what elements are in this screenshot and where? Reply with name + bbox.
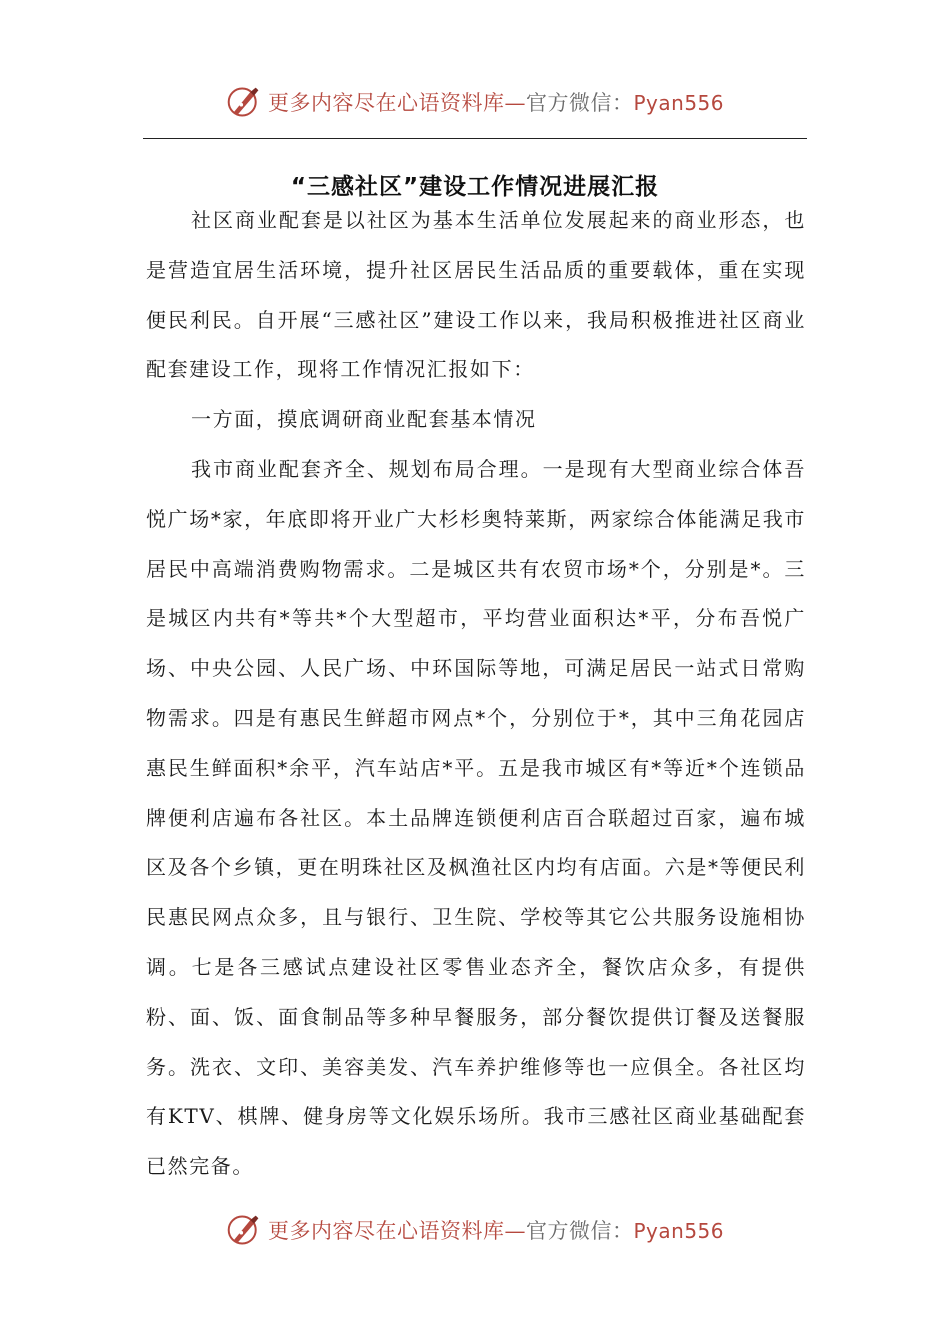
banner-text [268,1215,724,1245]
document-title: “三感社区”建设工作情况进展汇报 [290,174,660,201]
pen-nib-logo-icon [226,84,262,120]
footer-banner [0,1208,950,1252]
banner-main-text: 更多内容尽在心语资料库 [267,1219,505,1243]
banner-wechat-id: Pyan556 [633,91,724,115]
banner-text [268,87,724,117]
header-banner [0,80,950,124]
header-divider [143,138,807,139]
banner-main-text: 更多内容尽在心语资料库 [267,91,505,115]
paragraph-intro: 社区商业配套是以社区为基本生活单位发展起来的商业形态，也是营造宜居生活环境，提升社区居民生活品质的重要载体，重在实现便民利民。自开展“三感社区”建设工作以来，我局积极推进社区商业配套建设工作，现将工作情况汇报如下： [146,208,806,382]
paragraph-details: 我市商业配套齐全、规划布局合理。一是现有大型商业综合体吾悦广场*家，年底即将开业广大杉杉奥特莱斯，两家综合体能满足我市居民中高端消费购物需求。二是城区共有农贸市场*个，分别是*。三是城区内共有*等共*个大型超市，平均营业面积达*平，分布吾悦广场、中央公园、人民广场、中环国际等地，可满足居民一站式日常购物需求。四是有惠民生鲜超市网点*个，分别位于*，其中三角花园店惠民生鲜面积*余平，汽车站店*平。五是我市城区有*等近*个连锁品牌便利店遍布各社区。本土品牌连锁便利店百合联超过百家，遍布城区及各个乡镇，更在明珠社区及枫渔社区内均有店面。六是*等便民利民惠民网点众多，且与银行、卫生院、学校等其它公共服务设施相协调。七是各三感试点建设社区零售业态齐全，餐饮店众多，有提供粉、面、饭、面食制品等多种早餐服务，部分餐饮提供订餐及送餐服务。洗衣、文印、美容美发、汽车养护维修等也一应俱全。各社区均有KTV、棋牌、健身房等文化娱乐场所。我市三感社区商业基础配套已然完备。 [146,456,806,1179]
section-heading: 一方面，摸底调研商业配套基本情况 [191,407,537,432]
banner-dash: — [504,1219,526,1243]
document-body [146,196,806,1192]
banner-wechat-id: Pyan556 [633,1219,724,1243]
banner-wechat-label: 官方微信： [525,1219,634,1243]
banner-dash: — [504,91,526,115]
pen-nib-logo-icon [226,1212,262,1248]
banner-wechat-label: 官方微信： [525,91,634,115]
